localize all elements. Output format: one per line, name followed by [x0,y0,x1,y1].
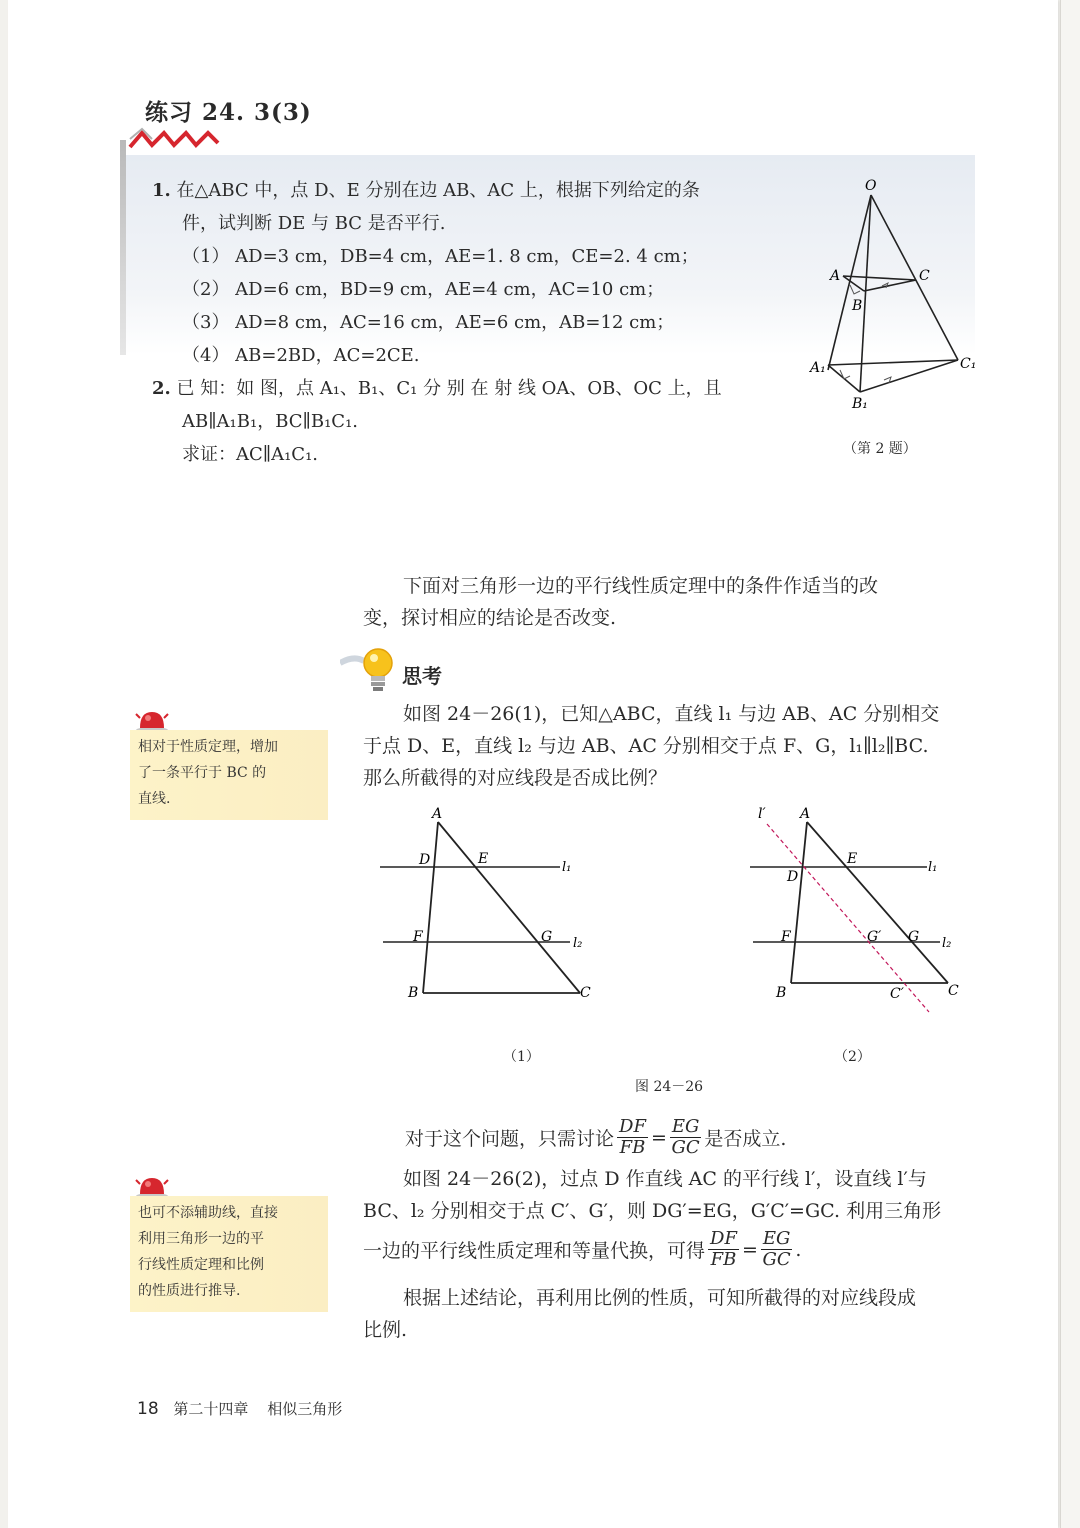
f1-label-D: D [419,852,431,868]
f1-label-A: A [432,806,443,822]
label-O: O [865,178,877,194]
q1-line1: 1. 在△ABC 中，点 D、E 分别在边 AB、AC 上，根据下列给定的条 [152,180,700,201]
figure-24-26-1 [375,800,610,1010]
zigzag-ornament [128,127,223,151]
f1-label-G: G [541,929,553,945]
subcaption-2: （2） [834,1049,871,1065]
f2-label-B: B [776,985,787,1001]
f2-label-lp: l′ [758,806,766,822]
page-footer [137,1398,342,1419]
f2-label-Cp: C′ [890,986,904,1002]
label-B1: B₁ [852,396,868,412]
q2-line2: AB∥A₁B₁，BC∥B₁C₁. [182,411,359,432]
q1-item-4: （4） AB=2BD，AC=2CE. [182,345,420,366]
q2-line1: 2. 已 知：如 图，点 A₁、B₁、C₁ 分 别 在 射 线 OA、OB、OC 上，且 [152,378,722,399]
fraction-df-fb: $\frac{DF}{FB}$ [619,1116,646,1158]
f1-label-l2: l₂ [573,936,583,951]
paragraph-2: 如图 24－26(2)，过点 D 作直线 AC 的平行线 l′，设直线 l′与 BC、l₂ 分别相交于点 C′、G′，则 DG′=EG，G′C′=GC. 利用三角形 [363,1168,942,1222]
side-note-2: 也可不添辅助线，直接 利用三角形一边的平 行线性质定理和比例 的性质进行推导. [130,1196,328,1312]
f1-label-F: F [413,929,423,945]
f2-label-G: G [908,929,920,945]
label-B: B [852,298,863,314]
q1-item-1: （1） AD=3 cm，DB=4 cm，AE=1. 8 cm，CE=2. 4 cm； [182,246,699,267]
q1-item-2: （2） AD=6 cm，BD=9 cm，AE=4 cm，AC=10 cm； [182,279,665,300]
f2-label-A: A [800,806,811,822]
q1-item-3: （3） AD=8 cm，AC=16 cm，AE=6 cm，AB=12 cm； [182,312,675,333]
paragraph-2-line3: 一边的平行线性质定理和等量代换，可得 $\frac{DF}{FB}$ = $\frac{EG}{GC}$ . [363,1228,802,1270]
f1-label-l1: l₁ [562,860,572,875]
think-heading: 思考 [402,664,442,688]
f1-label-E: E [478,851,489,867]
f2-label-l1: l₁ [928,860,938,875]
fraction-df-fb-2: $\frac{DF}{FB}$ [710,1228,737,1270]
think-paragraph: 如图 24－26(1)，已知△ABC，直线 l₁ 与边 AB、AC 分别相交 于点 D、E，直线 l₂ 与边 AB、AC 分别相交于点 F、G，l₁∥l₂∥BC. 那么所截得的对应线段是否成比例？ [363,703,940,789]
q2-figure [800,170,980,415]
q2-figure-caption: （第 2 题） [843,441,917,457]
fraction-eg-gc: $\frac{EG}{GC}$ [671,1116,700,1158]
page-edge [1060,0,1080,1528]
figure-caption: 图 24－26 [635,1079,704,1095]
chapter-label: 第二十四章 [173,1400,249,1418]
intro-paragraph: 下面对三角形一边的平行线性质定理中的条件作适当的改 变，探讨相应的结论是否改变. [363,575,879,629]
f2-label-F: F [781,929,791,945]
f2-label-C: C [948,983,959,999]
paragraph-3: 根据上述结论，再利用比例的性质，可知所截得的对应线段成 比例. [363,1287,917,1341]
figure-24-26-2 [745,800,970,1020]
exercise-bar [120,140,126,355]
f2-label-Gp: G′ [867,929,882,945]
f1-label-C: C [580,985,591,1001]
label-C: C [919,268,930,284]
lightbulb-icon [340,645,400,693]
alarm-icon [132,706,172,732]
f1-label-B: B [408,985,419,1001]
discussion-line: 对于这个问题，只需讨论 $\frac{DF}{FB}$ = $\frac{EG}{GC}$ 是否成立. [405,1116,787,1158]
label-A: A [830,268,841,284]
q1-line2: 件，试判断 DE 与 BC 是否平行. [182,213,446,234]
f2-label-D: D [787,869,799,885]
side-note-1: 相对于性质定理，增加 了一条平行于 BC 的 直线. [130,730,328,820]
subcaption-1: （1） [503,1049,540,1065]
q2-line3: 求证：AC∥A₁C₁. [182,444,319,465]
f2-label-E: E [847,851,858,867]
label-C1: C₁ [960,356,977,372]
exercise-title: 练习 24. 3(3) [145,99,312,126]
fraction-eg-gc-2: $\frac{EG}{GC}$ [762,1228,791,1270]
alarm-icon [132,1172,172,1198]
page-number: 18 [137,1399,159,1419]
f2-label-l2: l₂ [942,936,952,951]
chapter-title: 相似三角形 [267,1400,343,1418]
label-A1: A₁ [810,360,826,376]
